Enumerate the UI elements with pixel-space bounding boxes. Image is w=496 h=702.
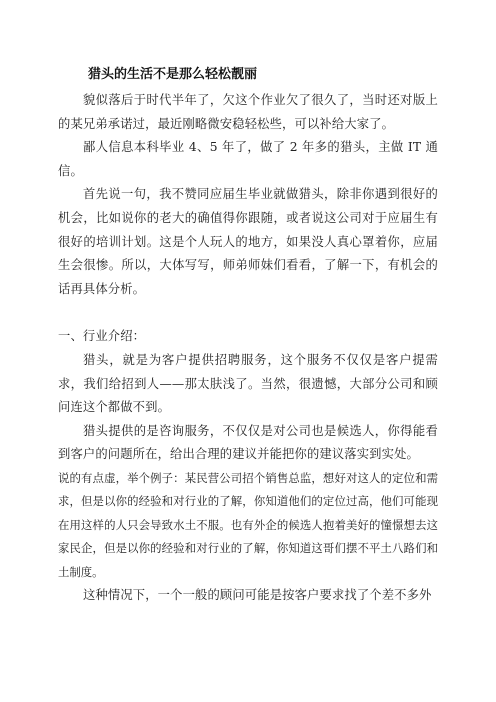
article-title: 猎头的生活不是那么轻松靓丽 [88,67,258,82]
paragraph-advice: 首先说一句，我不赞同应届生毕业就做猎头，除非你遇到很好的机会，比如说你的老大的确值得你跟随，或者说这公司对于应届生有很好的培训计划。这是个人玩人的地方，如果没人真心罩着你，应届生会很惨。所以，大体写写，师弟师妹们看看，了解一下，有机会的话再具体分析。 [58,187,438,296]
paragraph-consulting: 猎头提供的是咨询服务，不仅仅是对公司也是候选人，你得能看到客户的问题所在，给出合理的建议并能把你的建议落实到实处。 [58,423,438,462]
section-heading: 一、行业介绍： [58,329,146,344]
paragraph-example: 说的有点虚，举个例子：某民营公司招个销售总监，想好对这人的定位和需求，但是以你的经验和对行业的了解，你知道他们的定位过高，他们可能现在用这样的人只会导致水土不服。也有外企的候选人抱着美好的憧憬想去这家民企，但是以你的经验和对行业的了解，你知道这哥们摆不平土八路们和土制度。 [58,470,438,579]
paragraph-background: 鄙人信息本科毕业 4、5 年了，做了 2 年多的猎头，主做 IT 通信。 [58,140,438,178]
article-body [58,65,438,608]
paragraph-intro: 貌似落后于时代半年了，欠这个作业欠了很久了，当时还对版上的某兄弟承诺过，最近刚略微安稳轻松些，可以补给大家了。 [58,93,438,131]
paragraph-spacer [58,301,438,325]
paragraph-definition: 猎头，就是为客户提供招聘服务，这个服务不仅仅是客户提需求，我们给招到人——那太肤浅了。当然，很遗憾，大部分公司和顾问连这个都做不到。 [58,352,438,415]
paragraph-continuation: 这种情况下，一个一般的顾问可能是按客户要求找了个差不多外 [83,587,432,602]
